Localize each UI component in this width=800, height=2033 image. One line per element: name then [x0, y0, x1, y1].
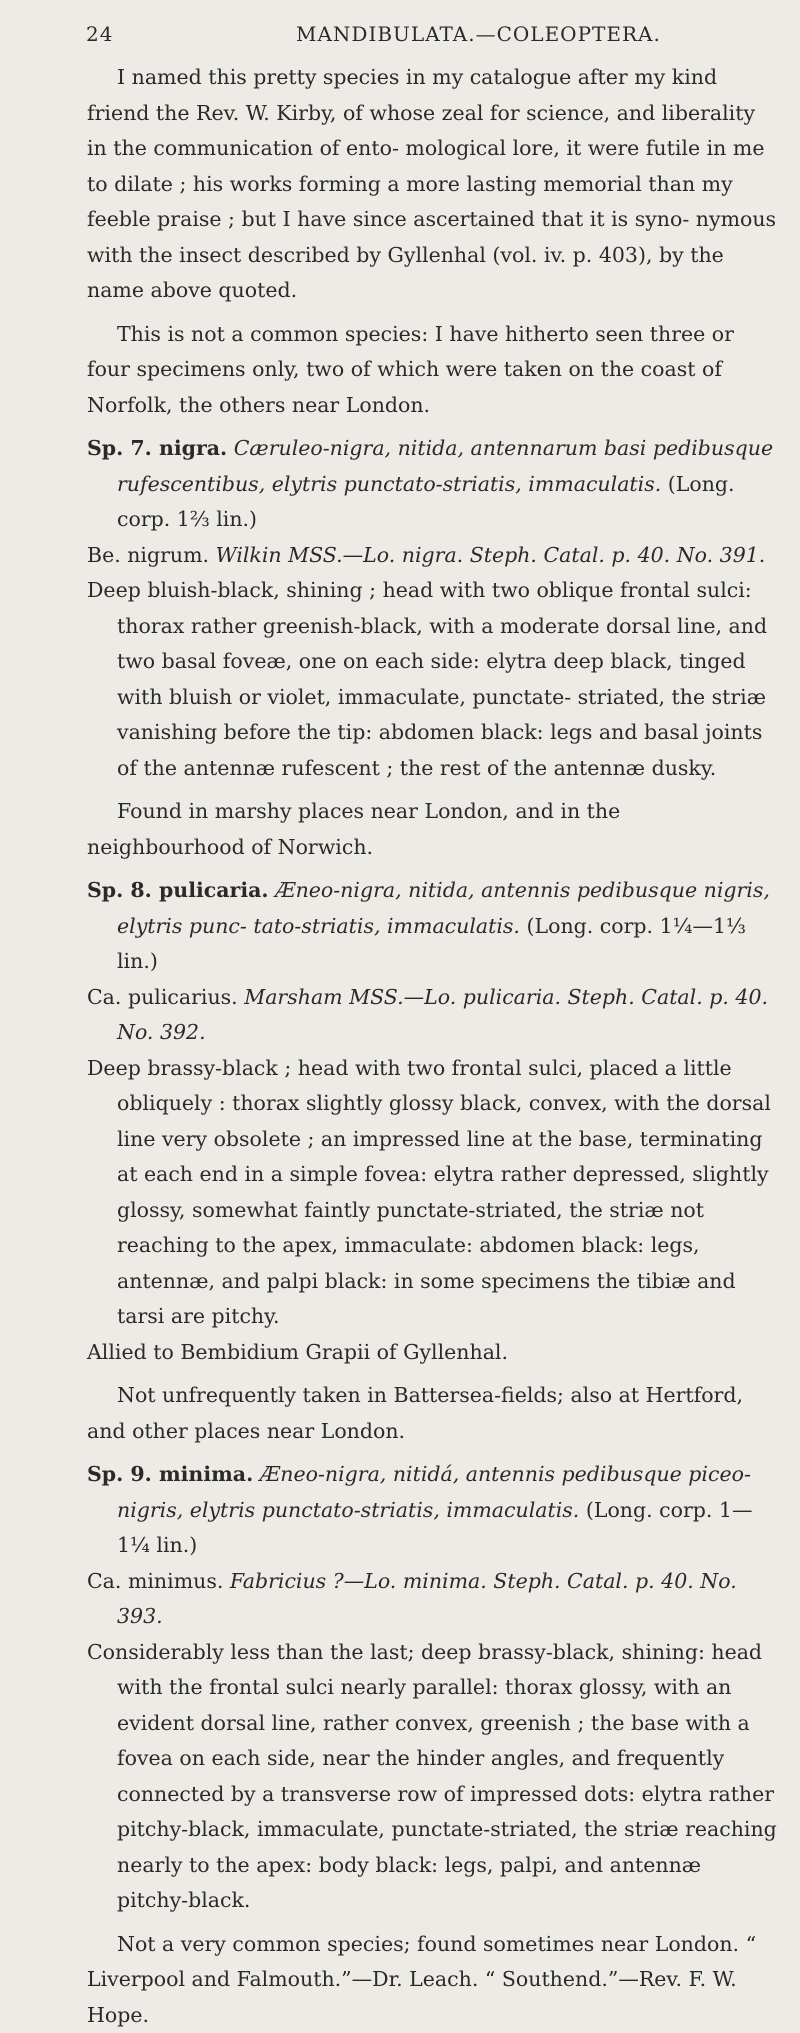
body-length: (Long. corp. 1¼—1⅓ lin.): [117, 914, 746, 974]
species-description: Deep bluish-black, shining ; head with two oblique frontal sulci: thorax rather greenish-black, with a moderate dorsal line, and two basal foveæ, one on each side: elytra deep black, tinged with bluish or violet, immaculate, punctate- striated, the striæ vanishing before the tip: abdomen black: legs and basal joints of the antennæ rufescent ; the rest of the antennæ dusky.: [87, 573, 777, 786]
species-label: Sp. 7. nigra.: [87, 436, 227, 460]
body-length: (Long. corp. 1—1¼ lin.): [117, 1498, 752, 1558]
species-entry-nigra: [87, 431, 777, 538]
synonym-references: Marsham MSS.—Lo. pulicaria. Steph. Catal. p. 40. No. 392.: [117, 985, 768, 1045]
synonym-name: Ca. pulicarius.: [87, 985, 238, 1009]
synonym-name: Be. nigrum.: [87, 543, 209, 567]
intro-paragraph: I named this pretty species in my catalogue after my kind friend the Rev. W. Kirby, of whose zeal for science, and liberality in the communication of ento- mological lore, it were futile in me to dilate ; his works forming a more lasting memorial than my feeble praise ; but I have since ascertained that it is syno- nymous with the insect described by Gyllenhal (vol. iv. p. 403), by the name above quoted.: [87, 60, 777, 309]
habitat-paragraph: Not a very common species; found sometimes near London. “ Liverpool and Falmouth.”—Dr. Leach. “ Southend.”—Rev. F. W. Hope.: [87, 1927, 777, 2033]
latin-diagnosis: Æneo-nigra, nitidá, antennis pedibusque piceo-nigris, elytris punctato-striatis, immaculatis.: [117, 1462, 751, 1522]
allied-note: Allied to Bembidium Grapii of Gyllenhal.: [87, 1335, 777, 1371]
species-label: Sp. 8. pulicaria.: [87, 878, 269, 902]
body-length: (Long. corp. 1⅔ lin.): [117, 472, 735, 532]
synonymy-line: [87, 980, 777, 1051]
synonym-references: Fabricius ?—Lo. minima. Steph. Catal. p. 40. No. 393.: [117, 1569, 737, 1629]
synonymy-line: [87, 538, 777, 574]
synonym-name: Ca. minimus.: [87, 1569, 223, 1593]
habitat-paragraph: Found in marshy places near London, and in the neighbourhood of Norwich.: [87, 794, 777, 865]
page-header: [86, 22, 740, 54]
page-number: 24: [86, 22, 113, 46]
species-entry-minima: [87, 1457, 777, 1564]
species-entry-pulicaria: [87, 873, 777, 980]
rarity-paragraph: This is not a common species: I have hitherto seen three or four specimens only, two of which were taken on the coast of Norfolk, the others near London.: [87, 317, 777, 424]
running-title: MANDIBULATA.—COLEOPTERA.: [296, 22, 661, 46]
species-label: Sp. 9. minima.: [87, 1462, 253, 1486]
habitat-paragraph: Not unfrequently taken in Battersea-fields; also at Hertford, and other places near London.: [87, 1378, 777, 1449]
latin-diagnosis: Æneo-nigra, nitida, antennis pedibusque nigris, elytris punc- tato-striatis, immaculatis.: [117, 878, 770, 938]
latin-diagnosis: Cæruleo-nigra, nitida, antennarum basi pedibusque rufescentibus, elytris punctato-striatis, immaculatis.: [117, 436, 773, 496]
page-body: [87, 60, 777, 2033]
species-description: Considerably less than the last; deep brassy-black, shining: head with the frontal sulci nearly parallel: thorax glossy, with an evident dorsal line, rather convex, greenish ; the base with a fovea on each side, near the hinder angles, and frequently connected by a transverse row of impressed dots: elytra rather pitchy-black, immaculate, punctate-striated, the striæ reaching nearly to the apex: body black: legs, palpi, and antennæ pitchy-black.: [87, 1635, 777, 1919]
synonym-references: Wilkin MSS.—Lo. nigra. Steph. Catal. p. 40. No. 391.: [216, 543, 766, 567]
species-description: Deep brassy-black ; head with two frontal sulci, placed a little obliquely : thorax slightly glossy black, convex, with the dorsal line very obsolete ; an impressed line at the base, terminating at each end in a simple fovea: elytra rather depressed, slightly glossy, somewhat faintly punctate-striated, the striæ not reaching to the apex, immaculate: abdomen black: legs, antennæ, and palpi black: in some specimens the tibiæ and tarsi are pitchy.: [87, 1051, 777, 1335]
synonymy-line: [87, 1564, 777, 1635]
